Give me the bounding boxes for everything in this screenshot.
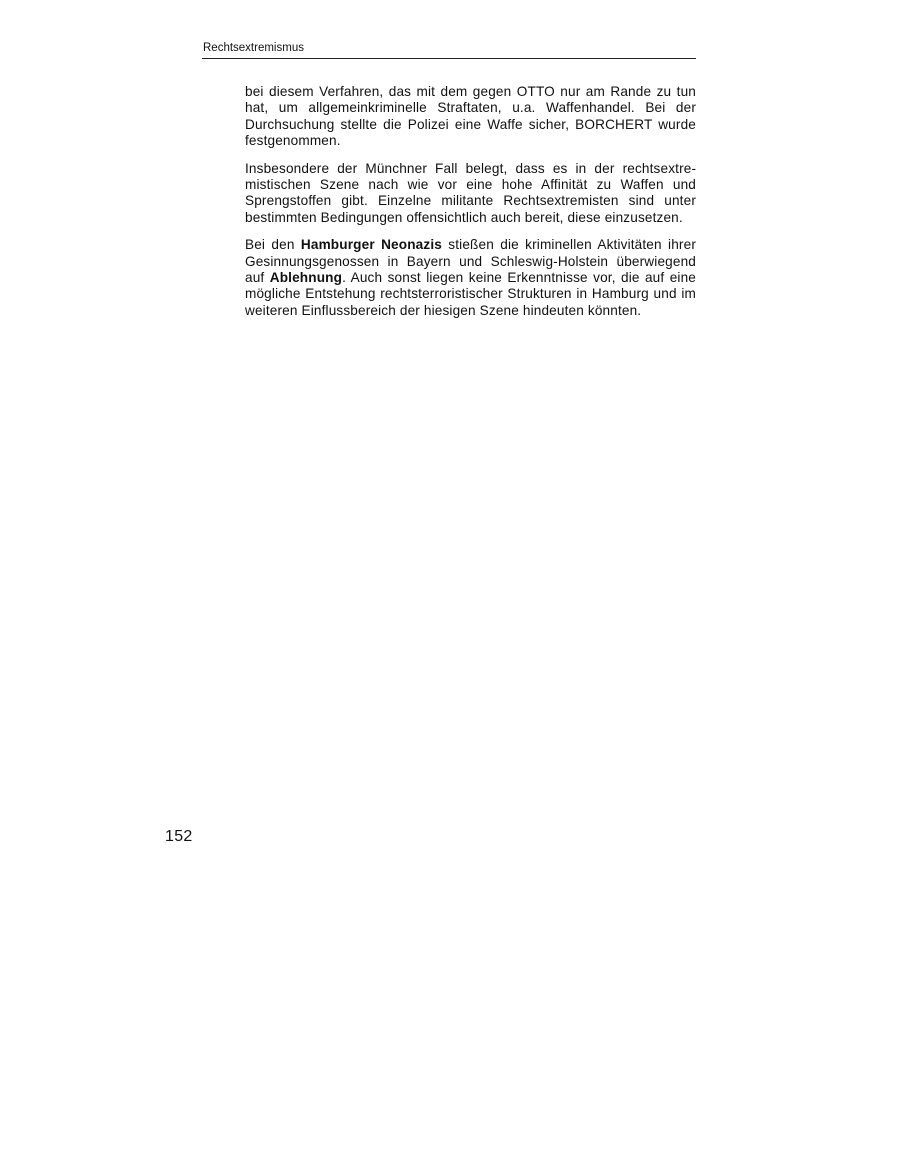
paragraph-3-text-1: Bei den [245, 237, 301, 253]
page-number: 152 [165, 828, 193, 845]
paragraph-3-text-3: . Auch sonst liegen keine Erkenntnisse vor, die auf eine mögliche Entstehung rechtsterroristischer Strukturen in Hamburg und im weiteren Einflussbereich der hiesigen Szene hindeuten könnten. [245, 270, 696, 318]
paragraph-2: Insbesondere der Münchner Fall belegt, dass es in der rechtsextremistischen Szene nach wie vor eine hohe Affinität zu Waffen und Sprengstoffen gibt. Einzelne militante Rechtsextremisten sind unter bestimmten Bedingungen offensichtlich auch bereit, diese einzusetzen. [245, 160, 696, 225]
paragraph-3 [245, 237, 696, 319]
paragraph-1: bei diesem Verfahren, das mit dem gegen OTTO nur am Rande zu tun hat, um allgemeinkriminelle Straftaten, u.a. Waffenhandel. Bei der Durchsuchung stellte die Polizei eine Waffe sicher, BORCHERT wurde festgenommen. [245, 84, 696, 149]
body-text [245, 84, 696, 330]
running-header [202, 40, 696, 59]
running-header-title: Rechtsextremismus [203, 42, 304, 54]
paragraph-3-bold-ablehnung: Ablehnung [269, 270, 343, 286]
paragraph-3-text-2: stießen die kriminellen Aktivitäten ihrer Gesinnungsgenossen in Bayern und Schleswig-Holstein überwiegend auf [245, 237, 696, 286]
paragraph-3-bold-hamburger-neonazis: Hamburger Neonazis [300, 237, 442, 253]
